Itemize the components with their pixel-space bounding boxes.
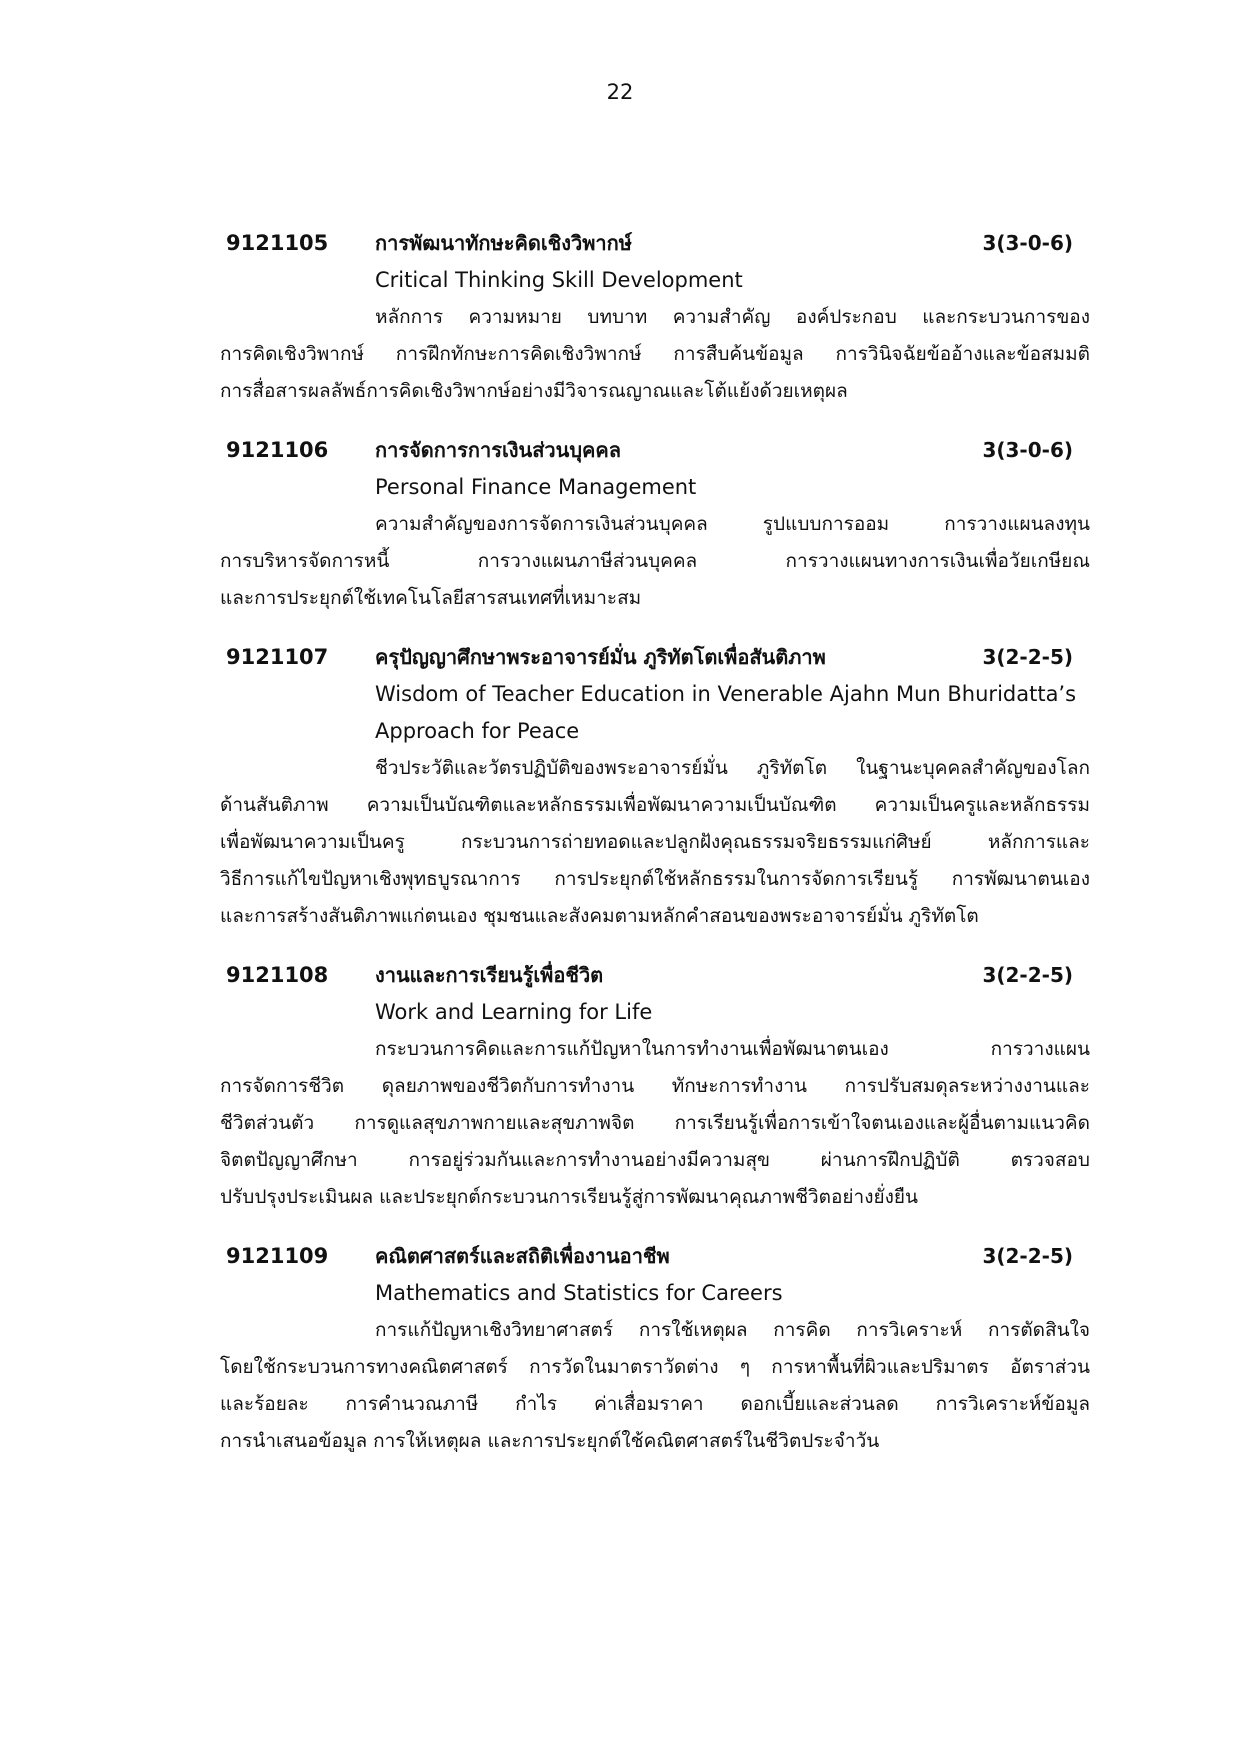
course-title-thai: ครุปัญญาศึกษาพระอาจารย์มั่น ภูริทัตโตเพื่อสันติภาพ — [375, 645, 826, 669]
course-title-thai: คณิตศาสตร์และสถิติเพื่องานอาชีพ — [375, 1244, 670, 1268]
course-title-thai: การพัฒนาทักษะคิดเชิงวิพากษ์ — [375, 231, 632, 255]
course-title-thai: งานและการเรียนรู้เพื่อชีวิต — [375, 963, 604, 987]
page-number: 22 — [606, 80, 634, 104]
description-line: การแก้ปัญหาเชิงวิทยาศาสตร์ การใช้เหตุผล การคิด การวิเคราะห์ การตัดสินใจ — [375, 1319, 1090, 1341]
description-line: การคิดเชิงวิพากษ์ การฝึกทักษะการคิดเชิงวิพากษ์ การสืบค้นข้อมูล การวินิจฉัยข้ออ้างและข้อสมมติ — [220, 343, 1090, 365]
description-line: และร้อยละ การคำนวณภาษี กำไร ค่าเสื่อมราคา ดอกเบี้ยและส่วนลด การวิเคราะห์ข้อมูล — [220, 1393, 1090, 1415]
course-entry — [220, 639, 1090, 935]
course-credits: 3(3-0-6) — [982, 438, 1073, 462]
description-line: การจัดการชีวิต ดุลยภาพของชีวิตกับการทำงาน ทักษะการทำงาน การปรับสมดุลระหว่างงานและ — [220, 1075, 1090, 1097]
description-line: ความสำคัญของการจัดการเงินส่วนบุคคล รูปแบบการออม การวางแผนลงทุน — [375, 513, 1090, 535]
course-code: 9121107 — [226, 645, 329, 669]
description-line: ชีวประวัติและวัตรปฏิบัติของพระอาจารย์มั่น ภูริทัตโต ในฐานะบุคคลสำคัญของโลก — [375, 757, 1090, 779]
description-line: ปรับปรุงประเมินผล และประยุกต์กระบวนการเรียนรู้สู่การพัฒนาคุณภาพชีวิตอย่างยั่งยืน — [220, 1186, 919, 1208]
description-line: และการประยุกต์ใช้เทคโนโลยีสารสนเทศที่เหมาะสม — [220, 587, 642, 609]
description-line: และการสร้างสันติภาพแก่ตนเอง ชุมชนและสังคมตามหลักคำสอนของพระอาจารย์มั่น ภูริทัตโต — [220, 905, 979, 927]
course-entry — [220, 225, 1090, 410]
course-code: 9121108 — [226, 963, 329, 987]
description-line: การบริหารจัดการหนี้ การวางแผนภาษีส่วนบุคคล การวางแผนทางการเงินเพื่อวัยเกษียณ — [220, 550, 1090, 572]
description-line: วิธีการแก้ไขปัญหาเชิงพุทธบูรณาการ การประยุกต์ใช้หลักธรรมในการจัดการเรียนรู้ การพัฒนาตนเอง — [220, 868, 1090, 890]
description-line: โดยใช้กระบวนการทางคณิตศาสตร์ การวัดในมาตราวัดต่าง ๆ การหาพื้นที่ผิวและปริมาตร อัตราส่วน — [220, 1356, 1090, 1378]
course-code: 9121106 — [226, 438, 329, 462]
course-description — [220, 1312, 1090, 1460]
course-entry — [220, 1238, 1090, 1460]
course-header — [220, 225, 1090, 262]
course-header — [220, 432, 1090, 469]
course-title-english: Approach for Peace — [375, 719, 580, 743]
course-title-english: Critical Thinking Skill Development — [375, 268, 743, 292]
course-credits: 3(3-0-6) — [982, 231, 1073, 255]
description-line: จิตตปัญญาศึกษา การอยู่ร่วมกันและการทำงานอย่างมีความสุข ผ่านการฝึกปฏิบัติ ตรวจสอบ — [220, 1149, 1090, 1171]
course-description — [220, 1031, 1090, 1216]
description-line: การสื่อสารผลลัพธ์การคิดเชิงวิพากษ์อย่างมีวิจารณญาณและโต้แย้งด้วยเหตุผล — [220, 380, 848, 402]
course-code: 9121105 — [226, 231, 329, 255]
course-description — [220, 750, 1090, 935]
course-description — [220, 506, 1090, 617]
description-line: กระบวนการคิดและการแก้ปัญหาในการทำงานเพื่อพัฒนาตนเอง การวางแผน — [375, 1038, 1090, 1060]
course-entry — [220, 957, 1090, 1216]
description-line: ชีวิตส่วนตัว การดูแลสุขภาพกายและสุขภาพจิต การเรียนรู้เพื่อการเข้าใจตนเองและผู้อื่นตามแนวคิด — [220, 1112, 1090, 1134]
course-title-english: Mathematics and Statistics for Careers — [375, 1281, 783, 1305]
course-credits: 3(2-2-5) — [982, 963, 1073, 987]
course-entry — [220, 432, 1090, 617]
description-line: เพื่อพัฒนาความเป็นครู กระบวนการถ่ายทอดและปลูกฝังคุณธรรมจริยธรรมแก่ศิษย์ หลักการและ — [220, 831, 1090, 853]
course-title-thai: การจัดการการเงินส่วนบุคคล — [375, 438, 622, 462]
course-list — [220, 225, 1090, 1482]
course-title-english: Personal Finance Management — [375, 475, 697, 499]
course-header — [220, 1238, 1090, 1275]
course-title-english: Work and Learning for Life — [375, 1000, 653, 1024]
course-credits: 3(2-2-5) — [982, 645, 1073, 669]
description-line: การนำเสนอข้อมูล การให้เหตุผล และการประยุกต์ใช้คณิตศาสตร์ในชีวิตประจำวัน — [220, 1430, 880, 1452]
course-header — [220, 957, 1090, 994]
description-line: ด้านสันติภาพ ความเป็นบัณฑิตและหลักธรรมเพื่อพัฒนาความเป็นบัณฑิต ความเป็นครูและหลักธรรม — [220, 794, 1090, 816]
course-description — [220, 299, 1090, 410]
course-header — [220, 639, 1090, 676]
description-line: หลักการ ความหมาย บทบาท ความสำคัญ องค์ประกอบ และกระบวนการของ — [375, 306, 1090, 328]
course-credits: 3(2-2-5) — [982, 1244, 1073, 1268]
course-title-english: Wisdom of Teacher Education in Venerable Ajahn Mun Bhuridatta’s — [375, 682, 1077, 706]
course-code: 9121109 — [226, 1244, 329, 1268]
